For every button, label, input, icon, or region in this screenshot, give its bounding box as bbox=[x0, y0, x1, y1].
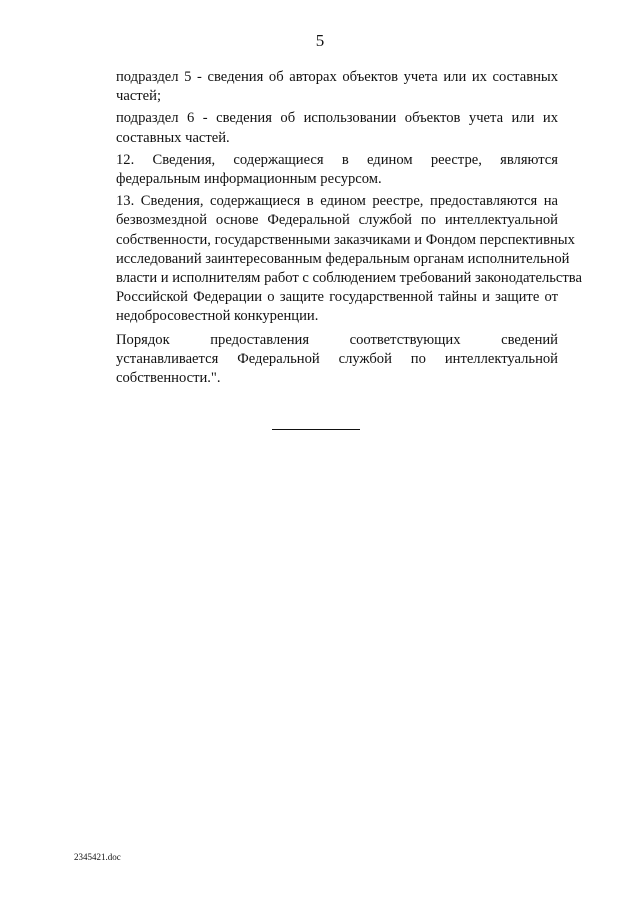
text-line: составных частей. bbox=[116, 129, 230, 146]
text-line: безвозмездной основе Федеральной службой по интеллектуальной bbox=[116, 212, 558, 229]
text-line: исследований заинтересованным федеральным органам исполнительной bbox=[116, 250, 570, 267]
text-line: власти и исполнителям работ с соблюдением требований законодательства bbox=[116, 270, 582, 287]
text-line: устанавливается Федеральной службой по интеллектуальной bbox=[116, 350, 558, 367]
text-line: недобросовестной конкуренции. bbox=[116, 308, 319, 325]
paragraph-item-13 bbox=[74, 192, 582, 326]
text-line: 13. Сведения, содержащиеся в едином реестре, предоставляются на bbox=[116, 193, 558, 210]
text-line: 12. Сведения, содержащиеся в едином реестре, являются bbox=[116, 151, 558, 168]
end-divider-line bbox=[272, 429, 360, 430]
text-line: подраздел 5 - сведения об авторах объектов учета или их составных bbox=[116, 69, 558, 85]
document-body bbox=[74, 68, 582, 388]
text-line: подраздел 6 - сведения об использовании объектов учета или их bbox=[116, 110, 558, 127]
paragraph-subsection-6 bbox=[74, 109, 558, 147]
text-line: собственности, государственными заказчиками и Фондом перспективных bbox=[116, 231, 575, 248]
text-line: частей; bbox=[116, 88, 162, 105]
text-line: Российской Федерации о защите государственной тайны и защите от bbox=[116, 289, 558, 306]
text-line: федеральным информационным ресурсом. bbox=[116, 171, 382, 188]
paragraph-subsection-5 bbox=[74, 68, 558, 106]
paragraph-procedure bbox=[74, 331, 558, 389]
text-line: Порядок предоставления соответствующих сведений bbox=[116, 331, 558, 348]
text-line: собственности.". bbox=[116, 370, 221, 387]
paragraph-item-12 bbox=[74, 151, 558, 189]
file-reference: 2345421.doc bbox=[74, 852, 121, 862]
page-number: 5 bbox=[315, 31, 325, 50]
